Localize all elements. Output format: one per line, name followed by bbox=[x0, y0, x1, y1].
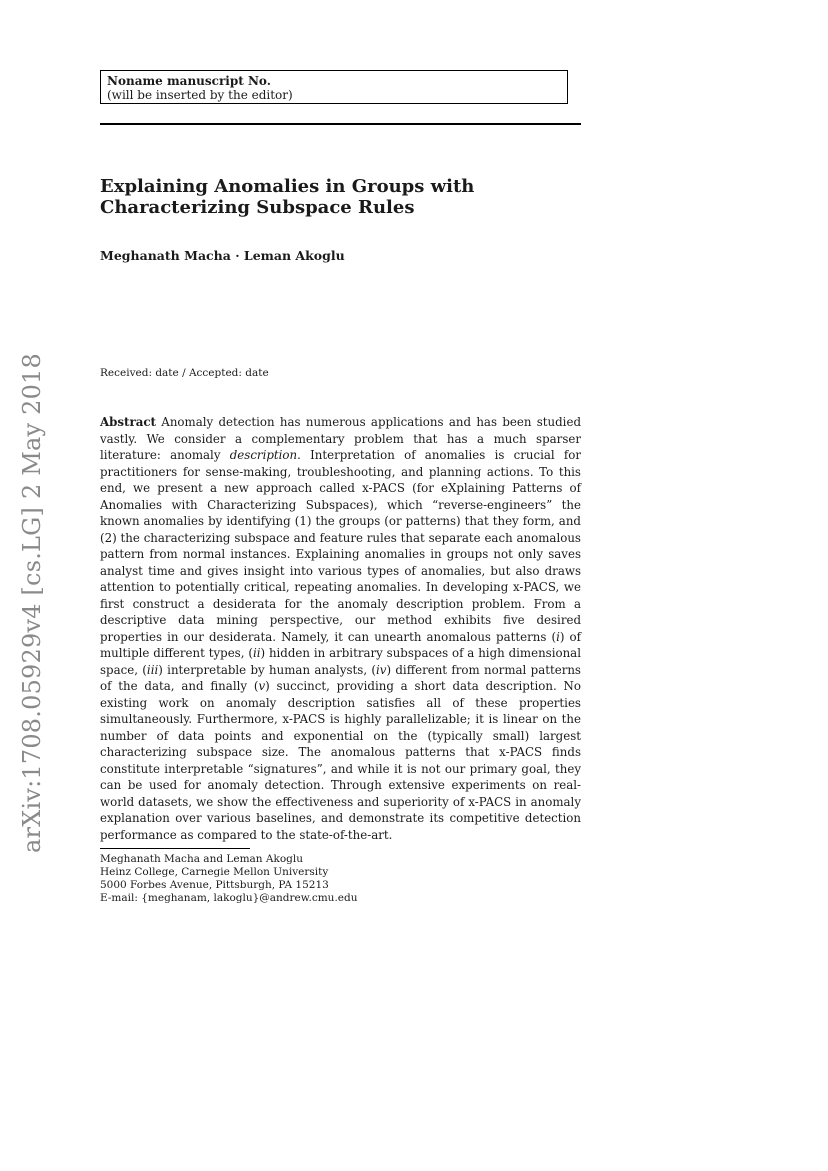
affiliation-names: Meghanath Macha and Leman Akoglu bbox=[100, 853, 303, 865]
abstract-emphasis: iv bbox=[376, 662, 387, 677]
header-rule bbox=[100, 123, 581, 125]
abstract-text: ) different from normal patterns of the data, and finally ( bbox=[100, 662, 581, 693]
abstract-label: Abstract bbox=[100, 415, 156, 429]
affiliation-email: E-mail: {meghanam, lakoglu}@andrew.cmu.edu bbox=[100, 892, 358, 904]
abstract-emphasis: description bbox=[229, 448, 298, 462]
abstract-text: ) interpretable by human analysts, ( bbox=[158, 662, 377, 677]
abstract-emphasis: i bbox=[556, 629, 560, 644]
editor-note: (will be inserted by the editor) bbox=[107, 88, 293, 102]
affiliation-address: 5000 Forbes Avenue, Pittsburgh, PA 15213 bbox=[100, 879, 329, 891]
abstract-emphasis: iii bbox=[146, 662, 159, 677]
paper-title: Explaining Anomalies in Groups with Characterizing Subspace Rules bbox=[100, 176, 475, 218]
abstract bbox=[100, 414, 581, 843]
manuscript-number-label: Noname manuscript No. bbox=[107, 74, 271, 88]
footnote-rule bbox=[100, 848, 250, 849]
arxiv-identifier: arXiv:1708.05929v4 [cs.LG] 2 May 2018 bbox=[18, 353, 46, 853]
abstract-text: ) succinct, providing a short data description. No existing work on anomaly description satisfies all of these properties simultaneously. Furthermore, x-PACS is highly parallelizable; it is linear on the number of data points and exponential on the (typically small) largest characterizing subspace size. The anomalous patterns that x-PACS finds constitute interpretable “signatures”, and while it is not our primary goal, they can be used for anomaly detection. Through extensive experiments on real-world datasets, we show the effectiveness and superiority of x-PACS in anomaly explanation over various baselines, and demonstrate its competitive detection performance as compared to the state-of-the-art. bbox=[100, 679, 581, 842]
authors: Meghanath Macha · Leman Akoglu bbox=[100, 248, 345, 263]
abstract-text: Anomaly detection has numerous applications and has been studied vastly. We consider a complementary problem that has a much sparser literature: anomaly bbox=[100, 415, 581, 462]
author-affiliation bbox=[100, 853, 357, 905]
received-date: Received: date / Accepted: date bbox=[100, 367, 269, 379]
abstract-text: . Interpretation of anomalies is crucial for practitioners for sense-making, troubleshooting, and planning actions. To this end, we present a new approach called x-PACS (for eXplaining Patterns of Anomalies with Characterizing Subspaces), which “reverse-engineers” the known anomalies by identifying (1) the groups (or patterns) that they form, and (2) the characterizing subspace and feature rules that separate each anomalous pattern from normal instances. Explaining anomalies in groups not only saves analyst time and gives insight into various types of anomalies, but also draws attention to potentially critical, repeating anomalies. In developing x-PACS, we first construct a desiderata for the anomaly description problem. From a descriptive data mining perspective, our method exhibits five desired properties in our desiderata. Namely, it can unearth anomalous patterns ( bbox=[100, 448, 581, 644]
abstract-text: ) hidden in arbitrary subspaces of a high dimensional space, ( bbox=[100, 646, 581, 677]
affiliation-institution: Heinz College, Carnegie Mellon University bbox=[100, 866, 329, 878]
abstract-emphasis: v bbox=[258, 679, 266, 693]
abstract-emphasis: ii bbox=[252, 646, 261, 660]
abstract-text: ) of multiple different types, ( bbox=[100, 629, 581, 660]
manuscript-header-box bbox=[100, 70, 568, 104]
arxiv-sidebar bbox=[8, 353, 56, 853]
